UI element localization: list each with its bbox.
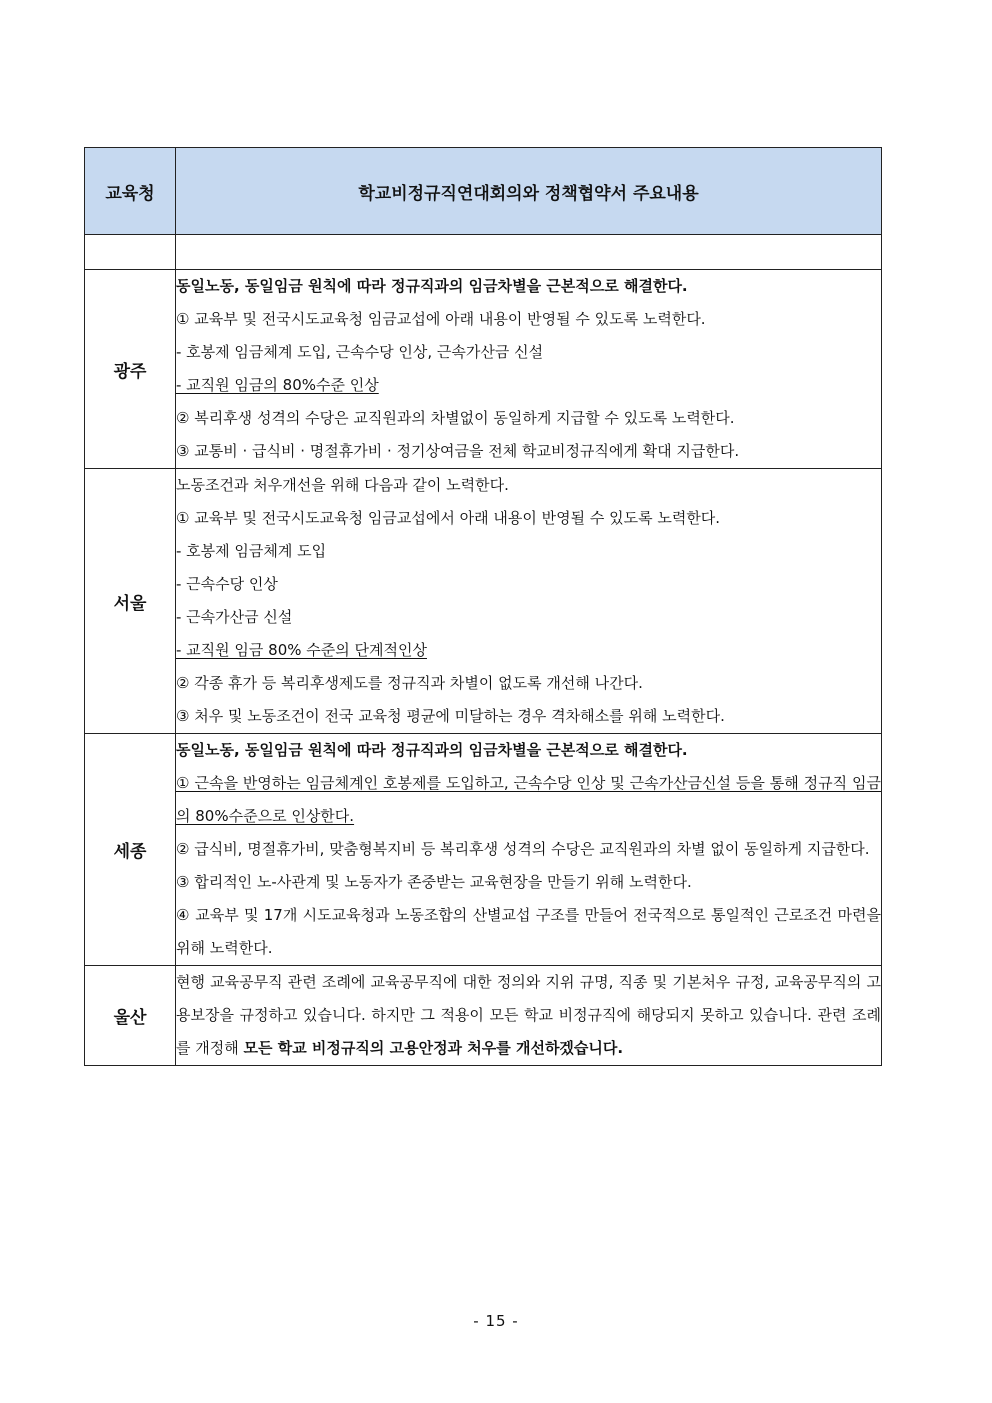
content-line: ④ 교육부 및 17개 시도교육청과 노동조합의 산별교섭 구조를 만들어 전국적으로 통일적인 근로조건 마련을 위해 노력한다.: [176, 906, 881, 957]
region-cell-gwangju: 광주: [85, 270, 176, 469]
content-line: ③ 합리적인 노-사관계 및 노동자가 존중받는 교육현장을 만들기 위해 노력한다.: [176, 873, 692, 891]
region-cell-seoul: 서울: [85, 469, 176, 734]
table-row: [85, 966, 882, 1066]
content-line: ① 교육부 및 전국시도교육청 임금교섭에 아래 내용이 반영될 수 있도록 노력한다.: [176, 310, 706, 328]
content-line: ③ 처우 및 노동조건이 전국 교육청 평균에 미달하는 경우 격차해소를 위해 노력한다.: [176, 707, 725, 725]
content-line: ② 각종 휴가 등 복리후생제도를 정규직과 차별이 없도록 개선해 나간다.: [176, 674, 643, 692]
header-education-office: 교육청: [85, 148, 176, 235]
content-line: ② 급식비, 명절휴가비, 맞춤형복지비 등 복리후생 성격의 수당은 교직원과의 차별 없이 동일하게 지급한다.: [176, 840, 870, 858]
content-line: 동일노동, 동일임금 원칙에 따라 정규직과의 임금차별을 근본적으로 해결한다.: [176, 277, 688, 295]
content-text-bold: 모든 학교 비정규직의 고용안정과 처우를 개선하겠습니다.: [243, 1039, 624, 1057]
blank-cell: [85, 235, 176, 270]
content-text: 현행 교육공무직 관련 조례에 교육공무직에 대한 정의와 지위 규명, 직종 및 기본처우 규정, 교육공무직의 고용보장을 규정하고 있습니다. 하지만 그 적용이 모든 학교 비정규직에 해당되지 못하고 있습니다. 관련 조례를 개정해: [176, 973, 881, 1057]
content-line: - 근속수당 인상: [176, 575, 278, 593]
content-line: ② 복리후생 성격의 수당은 교직원과의 차별없이 동일하게 지급할 수 있도록 노력한다.: [176, 409, 735, 427]
content-line: ③ 교통비 · 급식비 · 명절휴가비 · 정기상여금을 전체 학교비정규직에게 확대 지급한다.: [176, 442, 740, 460]
content-cell-gwangju: [176, 270, 882, 469]
blank-cell: [176, 235, 882, 270]
table-blank-row: [85, 235, 882, 270]
content-line: - 호봉제 임금체계 도입: [176, 542, 327, 560]
region-cell-sejong: 세종: [85, 734, 176, 966]
content-line: - 교직원 임금의 80%수준 인상: [176, 376, 379, 394]
content-line: - 호봉제 임금체계 도입, 근속수당 인상, 근속가산금 신설: [176, 343, 544, 361]
content-line: ① 근속을 반영하는 임금체계인 호봉제를 도입하고, 근속수당 인상 및 근속가산금신설 등을 통해 정규직 임금의 80%수준으로 인상한다.: [176, 774, 881, 825]
content-line: - 교직원 임금 80% 수준의 단계적인상: [176, 641, 427, 659]
table-row: [85, 270, 882, 469]
content-line: 동일노동, 동일임금 원칙에 따라 정규직과의 임금차별을 근본적으로 해결한다.: [176, 741, 688, 759]
content-line: ① 교육부 및 전국시도교육청 임금교섭에서 아래 내용이 반영될 수 있도록 노력한다.: [176, 509, 721, 527]
table-header-row: [85, 148, 882, 235]
table-row: [85, 469, 882, 734]
table-row: [85, 734, 882, 966]
content-line: 노동조건과 처우개선을 위해 다음과 같이 노력한다.: [176, 476, 509, 494]
content-line: - 근속가산금 신설: [176, 608, 293, 626]
region-cell-ulsan: 울산: [85, 966, 176, 1066]
policy-table: [84, 147, 882, 1066]
content-paragraph: [176, 966, 881, 1065]
page-number: - 15 -: [473, 1312, 519, 1330]
content-cell-seoul: [176, 469, 882, 734]
header-main-content: 학교비정규직연대회의와 정책협약서 주요내용: [176, 148, 882, 235]
content-cell-ulsan: [176, 966, 882, 1066]
content-cell-sejong: [176, 734, 882, 966]
